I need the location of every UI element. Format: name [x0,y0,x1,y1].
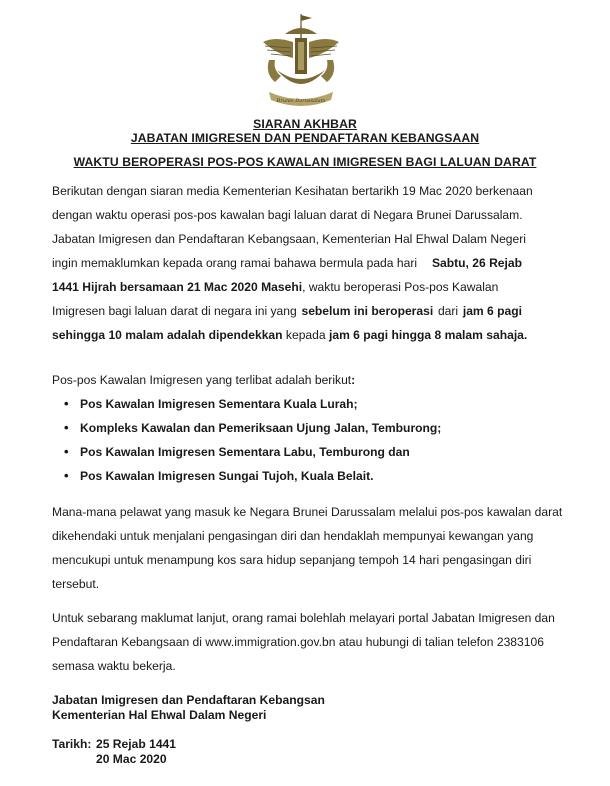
paragraph-4 [52,611,555,683]
p3-line4: tersebut. [52,577,100,591]
signature-department: Jabatan Imigresen dan Pendaftaran Kebangsan [52,693,325,707]
p1-line1: Berikutan dengan siaran media Kementerian Kesihatan bertarikh 19 Mac 2020 berkenaan [52,184,533,198]
department-title: JABATAN IMIGRESEN DAN PENDAFTARAN KEBANGSAAN [130,131,480,145]
p2-colon: : [351,373,356,387]
p1-line3: Jabatan Imigresen dan Pendaftaran Kebangsaan, Kementerian Hal Ehwal Dalam Negeri [52,232,526,246]
signature-ministry: Kementerian Hal Ehwal Dalam Negeri [52,708,267,722]
list-item: • Pos Kawalan Imigresen Sungai Tujoh, Kuala Belait. [52,469,522,493]
crest-motto: Brunei Darussalam [276,98,326,104]
p1-date-hijri: 1441 Hijrah bersamaan 21 Mac 2020 Masehi [52,280,303,294]
p1-line5-text: , waktu beroperasi Pos-pos Kawalan [302,280,499,294]
p4-line1: Untuk sebarang maklumat lanjut, orang ramai bolehlah melayari portal Jabatan Imigresen dan [52,611,555,625]
p2-intro: Pos-pos Kawalan Imigresen yang terlibat adalah berikut [52,373,352,387]
press-release-label: SIARAN AKHBAR [253,117,357,131]
p1-new-hours: jam 6 pagi hingga 8 malam sahaja. [328,328,528,342]
list-item: • Pos Kawalan Imigresen Sementara Labu, Temburong dan [52,445,522,469]
p1-from: dari [437,304,459,318]
p1-line2: dengan waktu operasi pos-pos kawalan bagi laluan darat di Negara Brunei Darussalam. [52,208,523,222]
checkpoint-list [52,397,522,493]
press-release-subject: WAKTU BEROPERASI POS-POS KAWALAN IMIGRESEN BAGI LALUAN DARAT [73,155,537,169]
p3-line1: Mana-mana pelawat yang masuk ke Negara Brunei Darussalam melalui pos-pos kawalan darat [52,505,563,519]
p4-line3: semasa waktu bekerja. [52,659,176,673]
p1-previous-hours: sebelum ini beroperasi [301,304,434,318]
date-label: Tarikh: [52,737,92,751]
p1-shortened: sehingga 10 malam adalah dipendekkan [52,328,283,342]
paragraph-3 [52,505,563,601]
p1-date-day: Sabtu, 26 Rejab [431,256,522,270]
brunei-crest-logo [255,12,347,112]
list-item: • Kompleks Kawalan dan Pemeriksaan Ujung Jalan, Temburong; [52,421,522,445]
p3-line3: mencukupi untuk menampung kos sara hidup sepanjang tempoh 14 hari pengasingan diri [52,553,532,567]
p1-start-time: jam 6 pagi [462,304,522,318]
p1-line4-text: ingin memaklumkan kepada orang ramai bahawa bermula pada hari [52,256,418,270]
date-hijri: 25 Rejab 1441 [96,737,177,751]
paragraph-2 [52,373,522,493]
paragraph-1 [52,184,533,352]
date-masehi: 20 Mac 2020 [96,752,167,766]
p4-line2: Pendaftaran Kebangsaan di www.immigration.gov.bn atau hubungi di talian telefon 2383106 [52,635,544,649]
p3-line2: dikehendaki untuk menjalani pengasingan diri dan hendaklah mempunyai kewangan yang [52,529,534,543]
p1-line6-text: Imigresen bagi laluan darat di negara ini yang [52,304,297,318]
p1-to: kepada [285,328,326,342]
list-item: • Pos Kawalan Imigresen Sementara Kuala Lurah; [52,397,522,421]
